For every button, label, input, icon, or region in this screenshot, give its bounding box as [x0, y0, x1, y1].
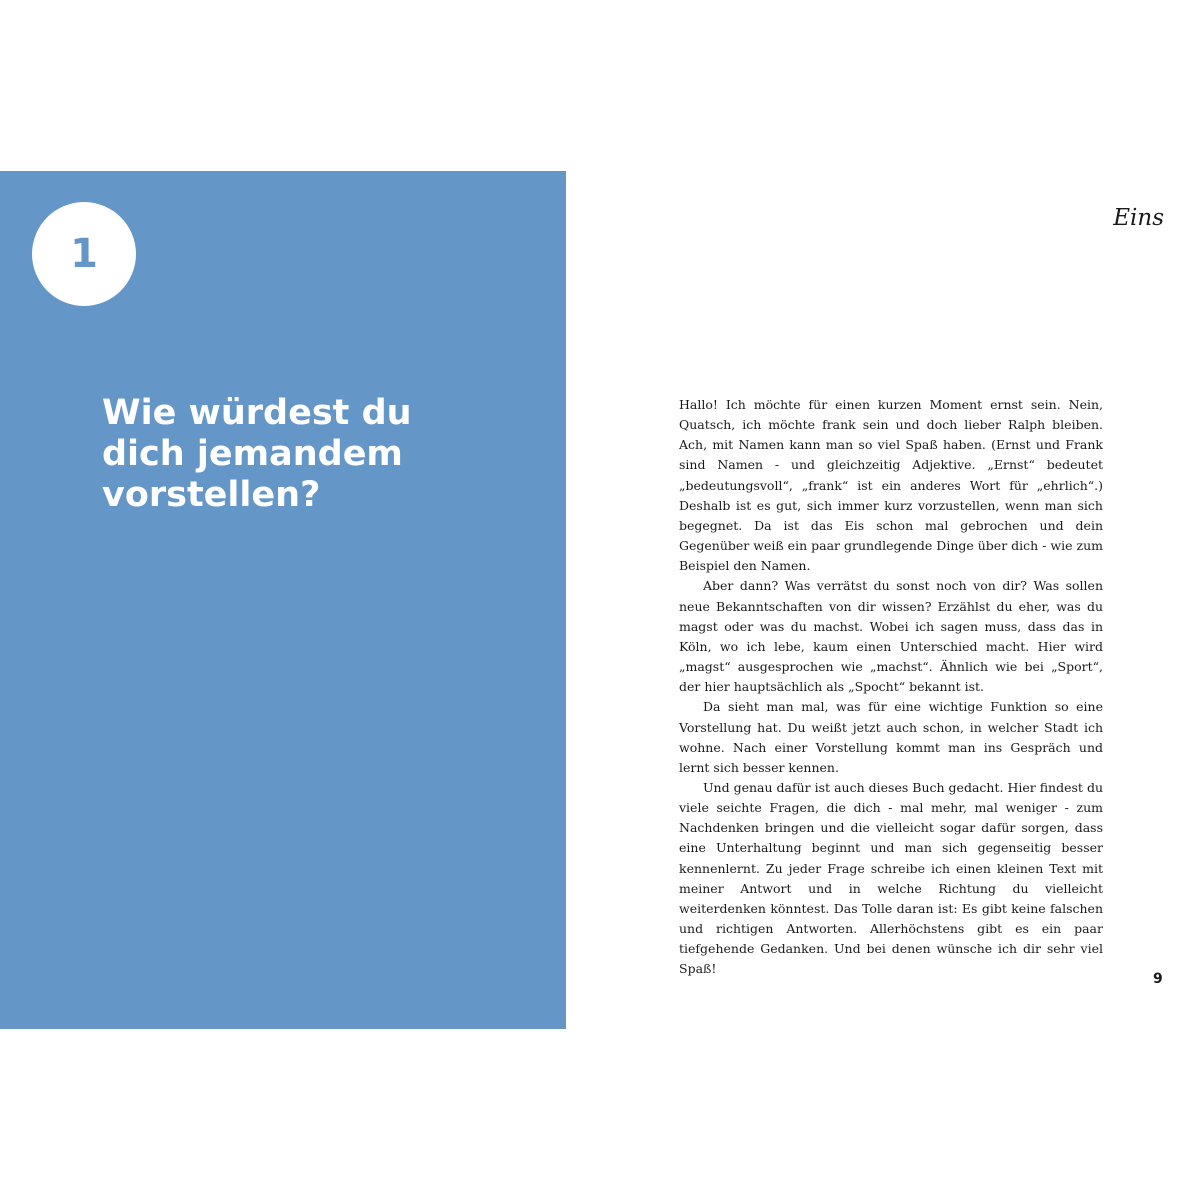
- paragraph: Aber dann? Was verrätst du sonst noch von dir? Was sollen neue Bekanntschaften von dir wissen? Erzählst du eher, was du magst oder was du machst. Wobei ich sagen muss, dass das in Köln, wo ich lebe, kaum einen Unterschied macht. Hier wird „magst“ ausgesprochen wie „machst“. Ähnlich wie bei „Sport“, der hier hauptsächlich als „Spocht“ bekannt ist.: [679, 578, 1103, 695]
- chapter-panel: [0, 171, 566, 1029]
- paragraph: Hallo! Ich möchte für einen kurzen Moment ernst sein. Nein, Quatsch, ich möchte frank sein und doch lieber Ralph bleiben. Ach, mit Namen kann man so viel Spaß haben. (Ernst und Frank sind Namen - und gleichzeitig Adjektive. „Ernst“ bedeutet „bedeutungsvoll“, „frank“ ist ein anderes Wort für „ehrlich“.) Deshalb ist es gut, sich immer kurz vorzustellen, wenn man sich begegnet. Da ist das Eis schon mal gebrochen und dein Gegenüber weiß ein paar grundlegende Dinge über dich - wie zum Beispiel den Namen.: [679, 397, 1103, 574]
- body-text: [679, 395, 1103, 980]
- chapter-number-badge: [32, 202, 136, 306]
- page-number: 9: [1153, 971, 1163, 987]
- chapter-title: Eins: [1113, 205, 1164, 231]
- chapter-question-line: Wie würdest du: [102, 393, 412, 433]
- chapter-number: 1: [70, 231, 98, 277]
- paragraph: Und genau dafür ist auch dieses Buch gedacht. Hier findest du viele seichte Fragen, die dich - mal mehr, mal weniger - zum Nachdenken bringen und die vielleicht sogar dafür sorgen, dass eine Unterhaltung beginnt und man sich gegenseitig besser kennenlernt. Zu jeder Frage schreibe ich einen kleinen Text mit meiner Antwort und in welche Richtung du vielleicht weiterdenken könntest. Das Tolle daran ist: Es gibt keine falschen und richtigen Antworten. Allerhöchstens gibt es ein paar tiefgehende Gedanken. Und bei denen wünsche ich dir sehr viel Spaß!: [679, 779, 1103, 977]
- chapter-question-line: dich jemandem: [102, 434, 403, 474]
- chapter-question: [102, 393, 542, 516]
- paragraph: Da sieht man mal, was für eine wichtige Funktion so eine Vorstellung hat. Du weißt jetzt auch schon, in welcher Stadt ich wohne. Nach einer Vorstellung kommt man ins Gespräch und lernt sich besser kennen.: [679, 699, 1103, 775]
- chapter-question-line: vorstellen?: [102, 475, 321, 515]
